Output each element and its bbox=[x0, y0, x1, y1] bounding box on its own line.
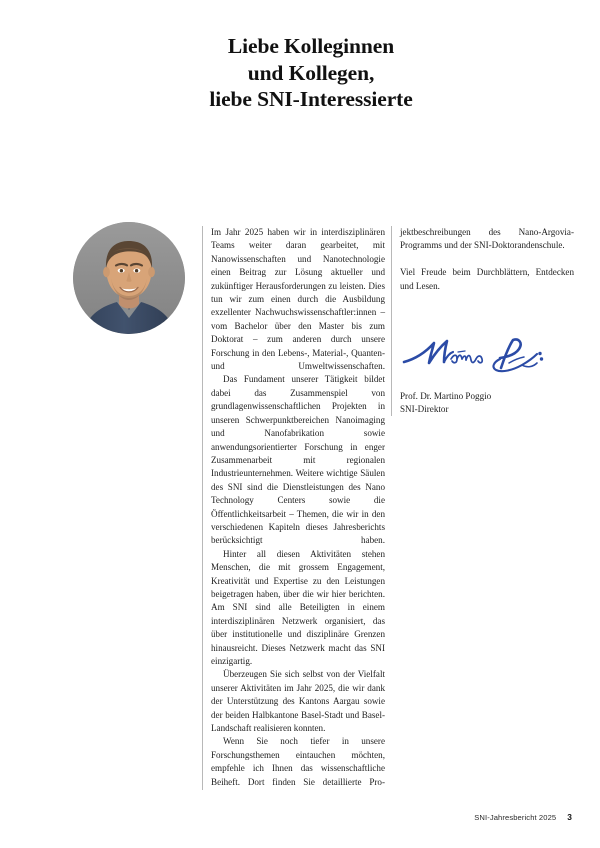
footer-publication: SNI-Jahresbericht 2025 bbox=[474, 813, 557, 822]
signature-mark bbox=[401, 332, 551, 380]
page-title-line-1: Liebe Kolleginnen bbox=[227, 34, 395, 58]
paragraph: Hinter all diesen Aktivitäten stehen Menschen, die mit grossem Engagement, Kreativität und Expertise zu den Leistungen beigetragen haben, über die wir hier berichten. Am SNI sind alle Beteiligten in einem interdisziplinären Netzwerk organisiert, das über institutionelle und disziplinäre Grenzen hinausreicht. Dieses Netzwerk macht das SNI einzigartig. bbox=[211, 548, 385, 666]
page-number: 3 bbox=[567, 812, 572, 822]
column-rule-left bbox=[202, 226, 203, 790]
column-rule-right bbox=[391, 226, 392, 416]
paragraph: jektbeschreibungen des Nano-Argovia-Programms und der SNI-Doktorandenschule. bbox=[400, 227, 574, 251]
page-title bbox=[180, 33, 442, 113]
body-column-2 bbox=[400, 226, 574, 293]
paragraph: Wenn Sie noch tiefer in unsere Forschungsthemen eintauchen möchten, empfehle ich Ihnen das wissenschaftliche Beiheft. Dort finden Sie detaillierte Pro- bbox=[211, 736, 385, 787]
signature bbox=[401, 332, 551, 380]
paragraph: Viel Freude beim Durchblättern, Entdecken und Lesen. bbox=[400, 267, 574, 291]
paragraph: Das Fundament unserer Tätigkeit bildet dabei das Zusammenspiel von grundlagenwissenschaftlichen Projekten in unseren Schwerpunktbereichen Nanoimaging und Nanofabrikation sowie anwendungsorientierter Forschung in enger Zusammenarbeit mit regionalen Industrieunternehmen. Weitere wichtige Säulen des SNI sind die Dienstleistungen des Nano Technology Centers sowie die Öffentlichkeitsarbeit – Themen, die wir in den verschiedenen Kapiteln dieses Jahresberichts berücksichtigt haben. bbox=[211, 374, 385, 546]
signature-dot bbox=[540, 357, 543, 360]
signer-details bbox=[400, 390, 590, 415]
signer-role: SNI-Direktor bbox=[400, 403, 449, 414]
page-title-line-2: und Kollegen, bbox=[247, 60, 375, 85]
portrait-photo bbox=[73, 222, 185, 334]
page-title-line-3: liebe SNI-Interessierte bbox=[209, 87, 413, 111]
paragraph: Überzeugen Sie sich selbst von der Vielfalt unserer Aktivitäten im Jahr 2025, die wir dank der Unterstützung des Kantons Aargau sowie der beiden Halbkantone Basel-Stadt und Basel-Landschaft realisieren konnten. bbox=[211, 669, 385, 734]
body-column-1 bbox=[211, 226, 385, 789]
signer-name: Prof. Dr. Martino Poggio bbox=[400, 391, 492, 401]
portrait-image bbox=[73, 222, 185, 334]
paragraph: Im Jahr 2025 haben wir in interdisziplinären Teams weiter daran gearbeitet, mit Nanowissenschaften und Nanotechnologie einen Beitrag zur Lösung aktueller und zukünftiger Herausforderungen zu leisten. Dies tun wir zum einen durch die Ausbildung exzellenter Nachwuchswissenschaftler:innen – vom Bachelor über den Master bis zum Doktorat – zum anderen durch unsere Forschung in den Lebens-, Material-, Quanten- und Umweltwissenschaften. bbox=[211, 227, 385, 372]
footer bbox=[340, 812, 572, 822]
signature-dot bbox=[538, 352, 541, 355]
